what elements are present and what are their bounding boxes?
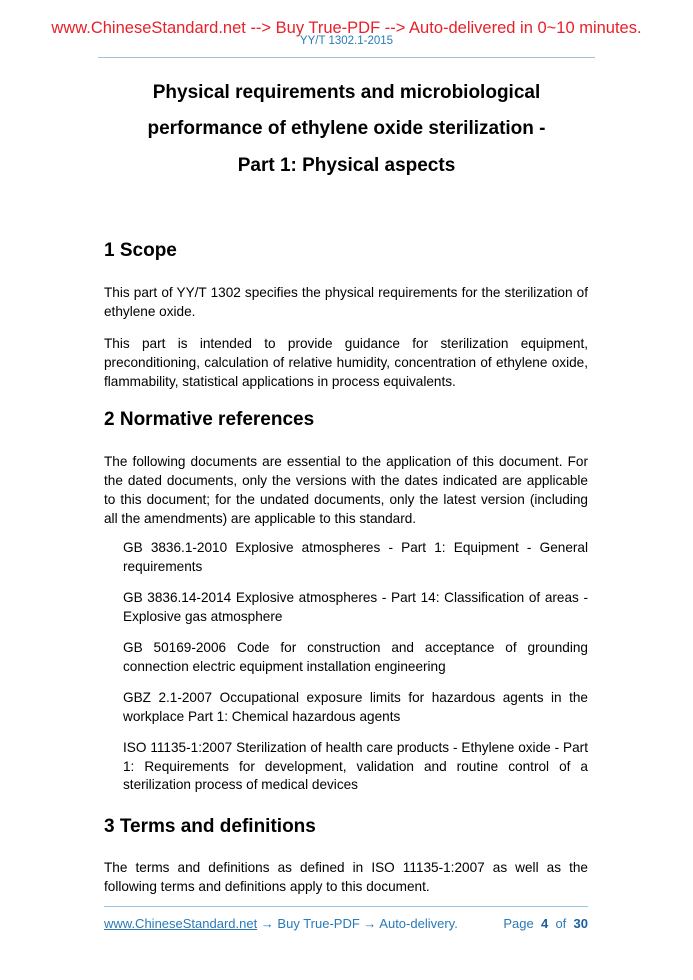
of-label: of [555, 916, 567, 931]
section-heading-terms: 3 Terms and definitions [104, 816, 316, 837]
section-heading-normative-references: 2 Normative references [104, 409, 315, 430]
footer-promo-text: → Buy True-PDF → Auto-delivery. [257, 916, 458, 931]
paragraph: This part is intended to provide guidance for sterilization equipment, preconditioning, calculation of relative humidity, concentration of ethylene oxide, flammability, statistical applications in process equivalents. [104, 336, 588, 389]
header-divider [98, 57, 595, 58]
title-line-2: performance of ethylene oxide sterilization - [147, 118, 546, 139]
paragraph: This part of YY/T 1302 specifies the physical requirements for the sterilization of ethylene oxide. [104, 285, 588, 319]
paragraph: The following documents are essential to the application of this document. For the dated documents, only the versions with the dates indicated are applicable to this document; for the undated documents, only the latest version (including all the amendments) are applicable to this standard. [104, 454, 588, 526]
page-number: 4 [540, 916, 549, 931]
title-line-1: Physical requirements and microbiological [152, 82, 541, 103]
reference-item: GB 50169-2006 Code for construction and acceptance of grounding connection electric equipment installation engineering [123, 640, 588, 674]
reference-item: GB 3836.1-2010 Explosive atmospheres - Part 1: Equipment - General requirements [123, 540, 588, 574]
promo-banner: www.ChineseStandard.net --> Buy True-PDF --> Auto-delivered in 0~10 minutes. [51, 19, 642, 37]
document-id: YY/T 1302.1-2015 [299, 35, 394, 47]
footer-link[interactable]: www.ChineseStandard.net [104, 916, 258, 931]
page-total: 30 [573, 916, 588, 931]
footer-promo [104, 916, 458, 931]
page-indicator [503, 916, 588, 931]
footer-divider [104, 906, 588, 907]
reference-item: GBZ 2.1-2007 Occupational exposure limits for hazardous agents in the workplace Part 1: Chemical hazardous agents [123, 690, 588, 724]
title-line-3: Part 1: Physical aspects [237, 155, 456, 176]
page-label: Page [503, 916, 534, 931]
section-heading-scope: 1 Scope [104, 240, 177, 261]
reference-item: GB 3836.14-2014 Explosive atmospheres - Part 14: Classification of areas - Explosive gas atmosphere [123, 590, 588, 624]
paragraph: The terms and definitions as defined in ISO 11135-1:2007 as well as the following terms and definitions apply to this document. [104, 860, 588, 894]
reference-item: ISO 11135-1:2007 Sterilization of health care products - Ethylene oxide - Part 1: Requirements for development, validation and routine control of a sterilization process of medical devices [123, 740, 588, 792]
